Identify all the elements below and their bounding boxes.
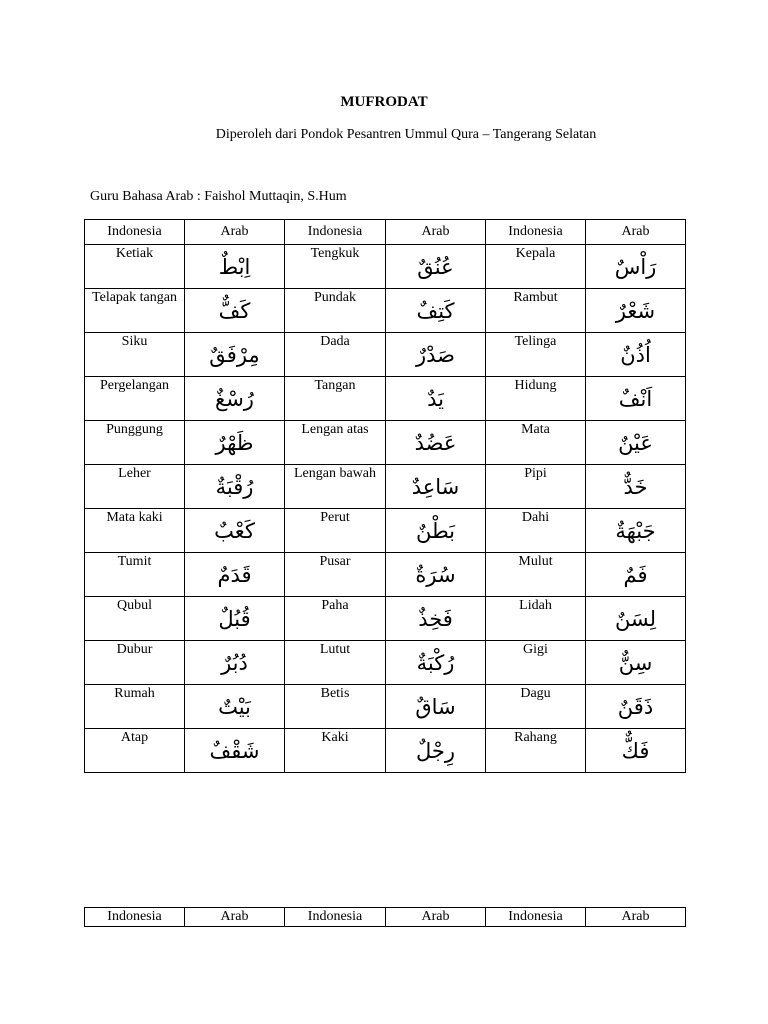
header-arab: Arab xyxy=(586,908,686,927)
arabic-word-cell: قُبُلٌ xyxy=(185,597,285,641)
indonesian-word-cell: Paha xyxy=(285,597,386,641)
header-row xyxy=(85,908,686,927)
indonesian-word-cell: Rumah xyxy=(85,685,185,729)
header-indonesia: Indonesia xyxy=(85,220,185,245)
document-subtitle: Diperoleh dari Pondok Pesantren Ummul Qura – Tangerang Selatan xyxy=(215,127,597,142)
arabic-word-cell: سَاقٌ xyxy=(386,685,486,729)
indonesian-word-cell: Telinga xyxy=(486,333,586,377)
arabic-word-cell: رِجْلٌ xyxy=(386,729,486,773)
indonesian-word-cell: Pusar xyxy=(285,553,386,597)
arabic-word-cell: جَبْهَةٌ xyxy=(586,509,686,553)
second-vocabulary-table xyxy=(84,907,686,927)
header-arab: Arab xyxy=(185,908,285,927)
indonesian-word-cell: Rambut xyxy=(486,289,586,333)
arabic-word-cell: رُسْغٌ xyxy=(185,377,285,421)
arabic-word-cell: اَنْفٌ xyxy=(586,377,686,421)
arabic-word-cell: مِرْفَقٌ xyxy=(185,333,285,377)
table-row xyxy=(85,377,686,421)
header-indonesia: Indonesia xyxy=(486,908,586,927)
arabic-word-cell: دُبُرٌ xyxy=(185,641,285,685)
indonesian-word-cell: Gigi xyxy=(486,641,586,685)
indonesian-word-cell: Ketiak xyxy=(85,245,185,289)
indonesian-word-cell: Kepala xyxy=(486,245,586,289)
indonesian-word-cell: Telapak tangan xyxy=(85,289,185,333)
table-row xyxy=(85,421,686,465)
indonesian-word-cell: Pergelangan xyxy=(85,377,185,421)
arabic-word-cell: رُقْبَةٌ xyxy=(185,465,285,509)
table-row xyxy=(85,641,686,685)
arabic-word-cell: ذَقَنٌ xyxy=(586,685,686,729)
arabic-word-cell: فَكٌّ xyxy=(586,729,686,773)
indonesian-word-cell: Mata kaki xyxy=(85,509,185,553)
teacher-line: Guru Bahasa Arab : Faishol Muttaqin, S.Hum xyxy=(90,189,347,204)
table-row xyxy=(85,465,686,509)
table-row xyxy=(85,289,686,333)
indonesian-word-cell: Punggung xyxy=(85,421,185,465)
indonesian-word-cell: Hidung xyxy=(486,377,586,421)
indonesian-word-cell: Dahi xyxy=(486,509,586,553)
header-arab: Arab xyxy=(386,908,486,927)
arabic-word-cell: يَدٌ xyxy=(386,377,486,421)
arabic-word-cell: سَاعِدٌ xyxy=(386,465,486,509)
header-row xyxy=(85,220,686,245)
arabic-word-cell: عَيْنٌ xyxy=(586,421,686,465)
header-indonesia: Indonesia xyxy=(285,220,386,245)
arabic-word-cell: اِبْطٌ xyxy=(185,245,285,289)
indonesian-word-cell: Leher xyxy=(85,465,185,509)
arabic-word-cell: كَفٌّ xyxy=(185,289,285,333)
arabic-word-cell: لِسَنٌ xyxy=(586,597,686,641)
vocabulary-table xyxy=(84,219,686,773)
indonesian-word-cell: Qubul xyxy=(85,597,185,641)
arabic-word-cell: قَدَمٌ xyxy=(185,553,285,597)
arabic-word-cell: عُنُقٌ xyxy=(386,245,486,289)
table-row xyxy=(85,333,686,377)
indonesian-word-cell: Tumit xyxy=(85,553,185,597)
arabic-word-cell: سُرَةٌ xyxy=(386,553,486,597)
header-arab: Arab xyxy=(386,220,486,245)
table-row xyxy=(85,729,686,773)
header-indonesia: Indonesia xyxy=(285,908,386,927)
arabic-word-cell: رُكْبَةٌ xyxy=(386,641,486,685)
indonesian-word-cell: Lengan bawah xyxy=(285,465,386,509)
indonesian-word-cell: Perut xyxy=(285,509,386,553)
arabic-word-cell: ظَهْرٌ xyxy=(185,421,285,465)
indonesian-word-cell: Dagu xyxy=(486,685,586,729)
arabic-word-cell: اُذُنٌ xyxy=(586,333,686,377)
arabic-word-cell: خَدٌّ xyxy=(586,465,686,509)
arabic-word-cell: رَاْسٌ xyxy=(586,245,686,289)
indonesian-word-cell: Mulut xyxy=(486,553,586,597)
indonesian-word-cell: Pipi xyxy=(486,465,586,509)
arabic-word-cell: بَيْتٌ xyxy=(185,685,285,729)
arabic-word-cell: عَضُدٌ xyxy=(386,421,486,465)
arabic-word-cell: فَمٌ xyxy=(586,553,686,597)
arabic-word-cell: بَطْنٌ xyxy=(386,509,486,553)
indonesian-word-cell: Tengkuk xyxy=(285,245,386,289)
indonesian-word-cell: Pundak xyxy=(285,289,386,333)
indonesian-word-cell: Mata xyxy=(486,421,586,465)
document-title: MUFRODAT xyxy=(340,94,428,110)
indonesian-word-cell: Siku xyxy=(85,333,185,377)
arabic-word-cell: شَعْرٌ xyxy=(586,289,686,333)
arabic-word-cell: سِنٌّ xyxy=(586,641,686,685)
indonesian-word-cell: Kaki xyxy=(285,729,386,773)
indonesian-word-cell: Rahang xyxy=(486,729,586,773)
header-arab: Arab xyxy=(586,220,686,245)
indonesian-word-cell: Lidah xyxy=(486,597,586,641)
arabic-word-cell: فَخِذٌ xyxy=(386,597,486,641)
table-row xyxy=(85,509,686,553)
header-arab: Arab xyxy=(185,220,285,245)
arabic-word-cell: كَعْبٌ xyxy=(185,509,285,553)
arabic-word-cell: صَدْرٌ xyxy=(386,333,486,377)
indonesian-word-cell: Lengan atas xyxy=(285,421,386,465)
table-row xyxy=(85,685,686,729)
header-indonesia: Indonesia xyxy=(85,908,185,927)
indonesian-word-cell: Atap xyxy=(85,729,185,773)
indonesian-word-cell: Dubur xyxy=(85,641,185,685)
arabic-word-cell: كَتِفٌ xyxy=(386,289,486,333)
indonesian-word-cell: Lutut xyxy=(285,641,386,685)
header-indonesia: Indonesia xyxy=(486,220,586,245)
indonesian-word-cell: Betis xyxy=(285,685,386,729)
indonesian-word-cell: Dada xyxy=(285,333,386,377)
table-row xyxy=(85,245,686,289)
table-row xyxy=(85,553,686,597)
table-row xyxy=(85,597,686,641)
indonesian-word-cell: Tangan xyxy=(285,377,386,421)
arabic-word-cell: شَقْفٌ xyxy=(185,729,285,773)
